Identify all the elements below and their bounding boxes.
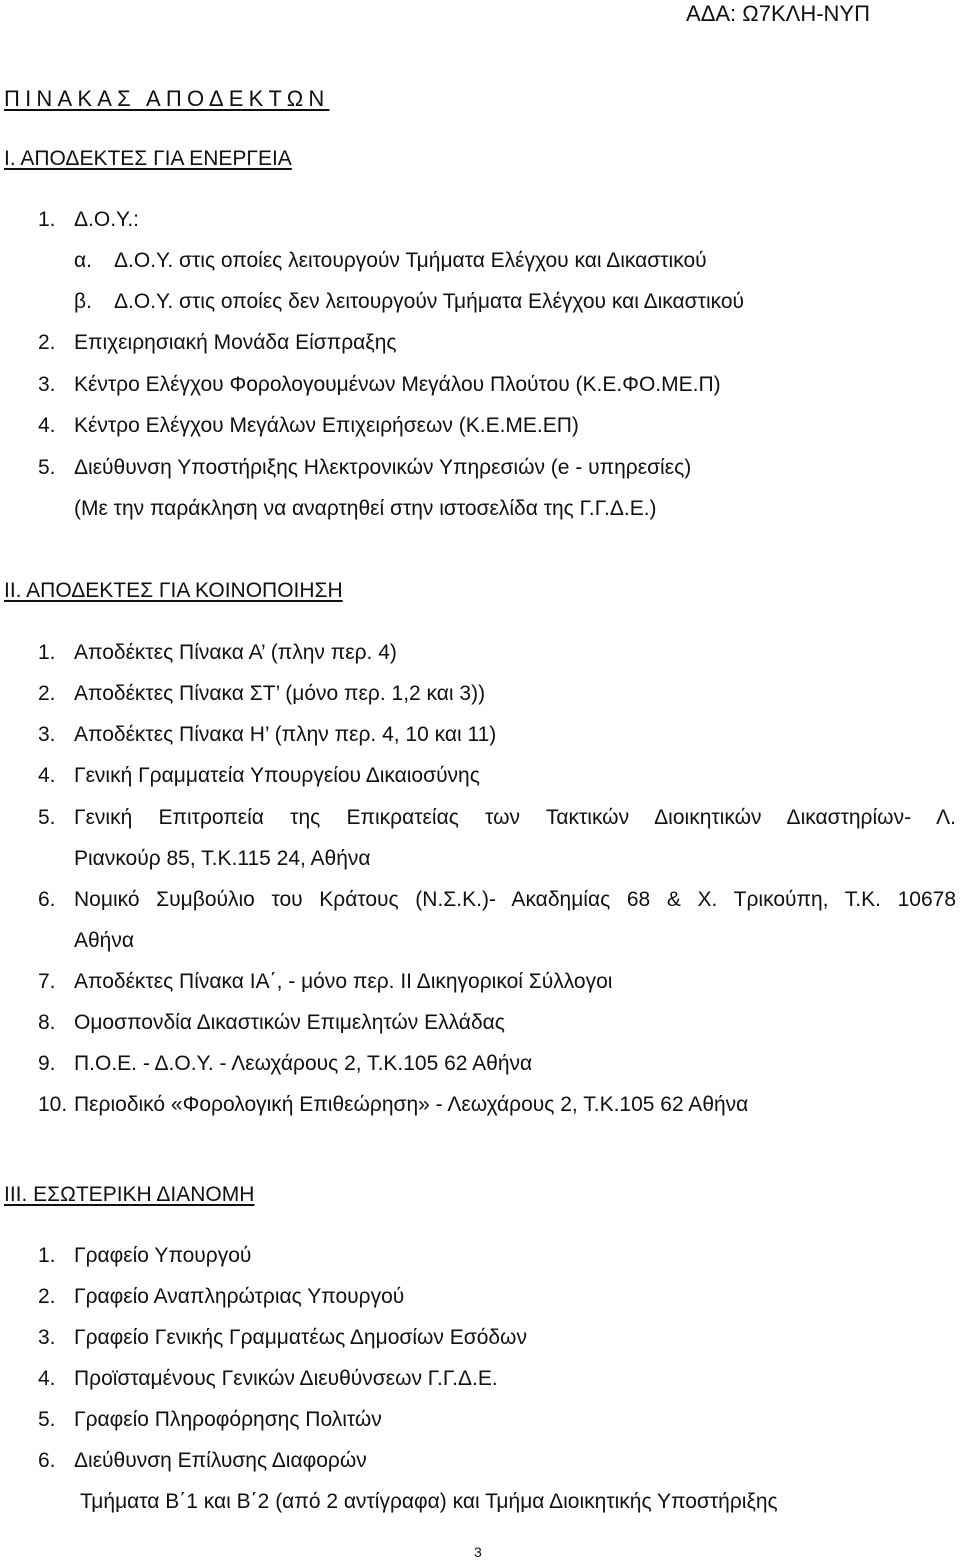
ada-code: ΑΔΑ: Ω7ΚΛΗ-ΝΥΠ: [686, 1, 870, 26]
section-heading-action: Ι. ΑΠΟΔΕΚΤΕΣ ΓΙΑ ΕΝΕΡΓΕΙΑ: [4, 147, 292, 170]
item-text: Κέντρο Ελέγχου Μεγάλων Επιχειρήσεων (Κ.Ε.ΜΕ.ΕΠ): [74, 414, 579, 437]
item-text: Περιοδικό «Φορολογική Επιθεώρηση» - Λεωχάρους 2, Τ.Κ.105 62 Αθήνα: [74, 1093, 749, 1116]
item-number: 4.: [38, 414, 56, 437]
item-text-continuation: Ριανκούρ 85, Τ.Κ.115 24, Αθήνα: [74, 847, 371, 870]
item-number: 1.: [38, 1244, 56, 1267]
item-text: Δ.Ο.Υ.:: [74, 208, 140, 231]
section-heading-notification: ΙΙ. ΑΠΟΔΕΚΤΕΣ ΓΙΑ ΚΟΙΝΟΠΟΙΗΣΗ: [4, 579, 343, 602]
item-number: 5.: [38, 1408, 56, 1431]
item-text: Γραφείο Πληροφόρησης Πολιτών: [74, 1408, 382, 1431]
item-number: 3.: [38, 373, 56, 396]
item-text: (Με την παράκληση να αναρτηθεί στην ιστοσελίδα της Γ.Γ.Δ.Ε.): [74, 497, 657, 520]
item-text: Γραφείο Υπουργού: [74, 1244, 252, 1267]
section-heading-internal: ΙΙΙ. ΕΣΩΤΕΡΙΚΗ ΔΙΑΝΟΜΗ: [4, 1183, 255, 1206]
page-number: 3: [474, 1544, 482, 1560]
item-number: 2.: [38, 331, 56, 354]
item-number: 7.: [38, 970, 56, 993]
item-number: 4.: [38, 764, 56, 787]
item-number: 6.: [38, 888, 56, 911]
item-text: Π.Ο.Ε. - Δ.Ο.Υ. - Λεωχάρους 2, Τ.Κ.105 62 Αθήνα: [74, 1052, 533, 1075]
item-text: Αποδέκτες Πίνακα Η’ (πλην περ. 4, 10 και 11): [74, 723, 497, 746]
item-number: 2.: [38, 682, 56, 705]
item-text: Γραφείο Αναπληρώτριας Υπουργού: [74, 1285, 405, 1308]
item-number: 5.: [38, 806, 56, 829]
item-text: Διεύθυνση Επίλυσης Διαφορών: [74, 1449, 367, 1472]
item-text: Προϊσταμένους Γενικών Διευθύνσεων Γ.Γ.Δ.Ε.: [74, 1367, 498, 1390]
item-number: 9.: [38, 1052, 56, 1075]
item-text: Διεύθυνση Υποστήριξης Ηλεκτρονικών Υπηρεσιών (e - υπηρεσίες): [74, 456, 692, 479]
item-text: Γενική Γραμματεία Υπουργείου Δικαιοσύνης: [74, 764, 480, 787]
item-number: 3.: [38, 1326, 56, 1349]
item-text: Αποδέκτες Πίνακα Α’ (πλην περ. 4): [74, 641, 397, 664]
item-number: 6.: [38, 1449, 56, 1472]
sub-item-label: β.: [74, 290, 92, 313]
item-text: Νομικό Συμβούλιο του Κράτους (Ν.Σ.Κ.)- Ακαδημίας 68 & Χ. Τρικούπη, Τ.Κ. 10678: [74, 888, 956, 911]
item-text: Κέντρο Ελέγχου Φορολογουμένων Μεγάλου Πλούτου (Κ.Ε.ΦΟ.ΜΕ.Π): [74, 373, 721, 396]
item-text: Γραφείο Γενικής Γραμματέως Δημοσίων Εσόδων: [74, 1326, 527, 1349]
item-number: 2.: [38, 1285, 56, 1308]
item-number: 8.: [38, 1011, 56, 1034]
sub-item-text: Δ.Ο.Υ. στις οποίες δεν λειτουργούν Τμήματα Ελέγχου και Δικαστικού: [114, 290, 745, 313]
item-text: Γενική Επιτροπεία της Επικρατείας των Τακτικών Διοικητικών Δικαστηρίων- Λ.: [74, 806, 956, 829]
sub-item-label: α.: [74, 249, 92, 272]
item-number: 1.: [38, 208, 56, 231]
item-number: 10.: [38, 1093, 68, 1116]
trailing-line: Τμήματα Β΄1 και Β΄2 (από 2 αντίγραφα) και Τμήμα Διοικητικής Υποστήριξης: [80, 1490, 778, 1513]
item-number: 4.: [38, 1367, 56, 1390]
sub-item-text: Δ.Ο.Υ. στις οποίες λειτουργούν Τμήματα Ελέγχου και Δικαστικού: [114, 249, 707, 272]
item-number: 3.: [38, 723, 56, 746]
item-text: Ομοσπονδία Δικαστικών Επιμελητών Ελλάδας: [74, 1011, 505, 1034]
item-number: 5.: [38, 456, 56, 479]
item-text-continuation: Αθήνα: [74, 929, 135, 952]
item-number: 1.: [38, 641, 56, 664]
page-title: ΠΙΝΑΚΑΣ ΑΠΟΔΕΚΤΩΝ: [4, 86, 330, 111]
item-text: Επιχειρησιακή Μονάδα Είσπραξης: [74, 331, 397, 354]
item-text: Αποδέκτες Πίνακα ΙΑ΄, - μόνο περ. ΙΙ Δικηγορικοί Σύλλογοι: [74, 970, 613, 993]
item-text: Αποδέκτες Πίνακα ΣΤ’ (μόνο περ. 1,2 και 3)): [74, 682, 486, 705]
